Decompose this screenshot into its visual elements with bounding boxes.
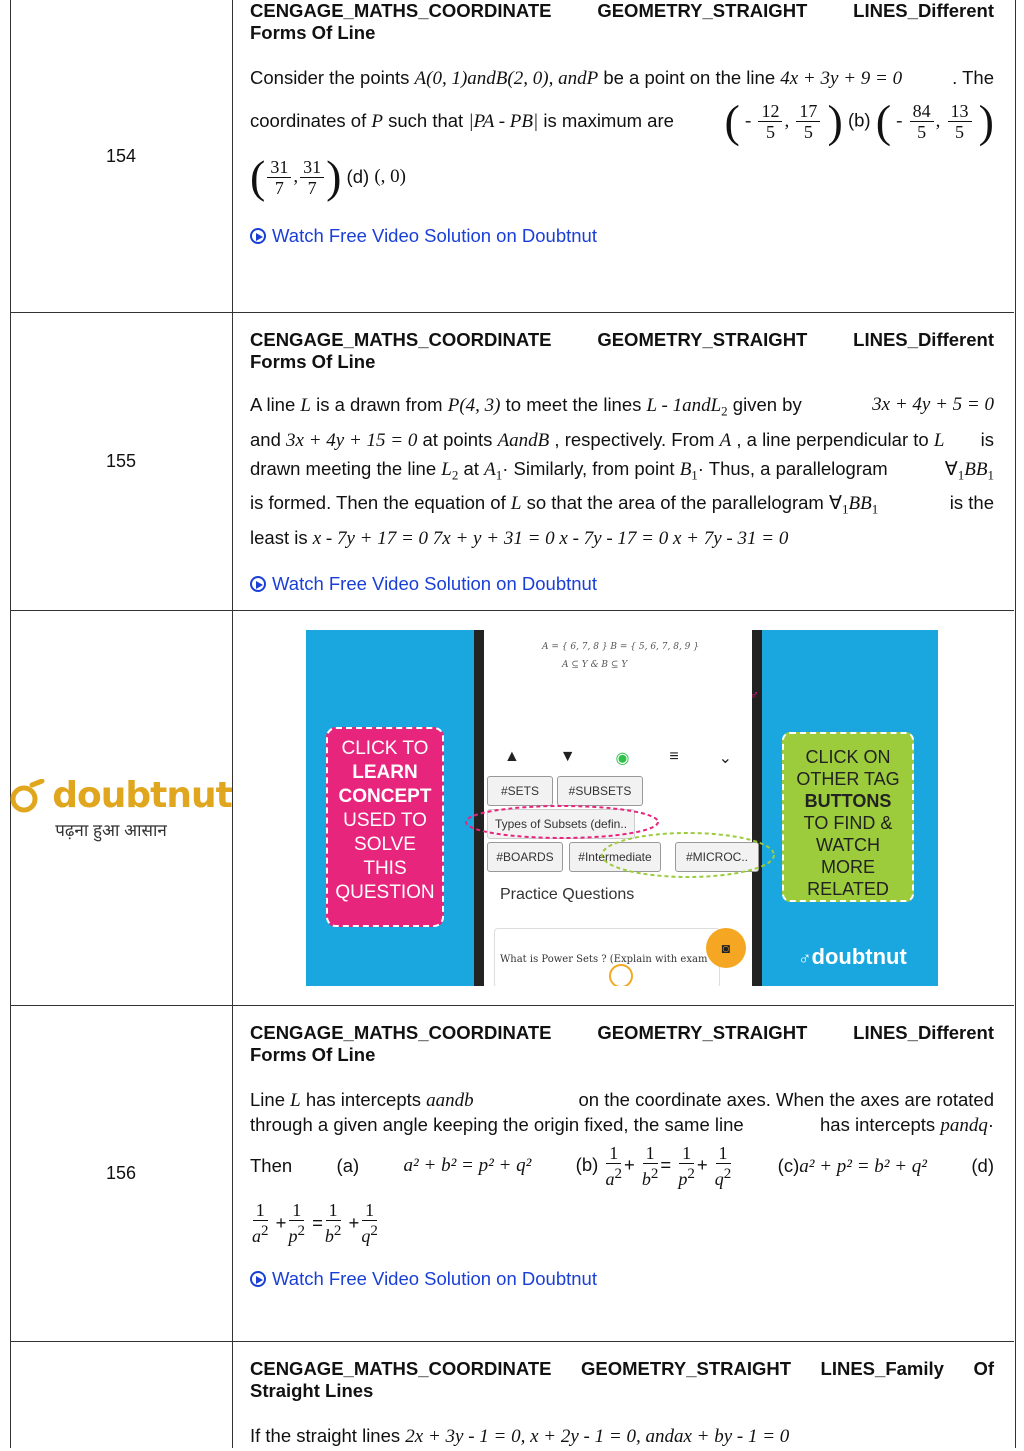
row-heading: CENGAGE_MATHS_COORDINATE GEOMETRY_STRAIGHT LINES_Different Forms Of Line [250,1022,994,1065]
table-row [10,1006,1014,1342]
tag-subsets[interactable]: #SUBSETS [557,776,643,806]
camera-icon[interactable]: ◙ [706,928,746,968]
question-text: Line L has intercepts aandb on the coordinate axes. When the axes are rotated through a given angle keeping the origin fixed, the same line has intercepts pandq· Then (a) a² + b² = p² + q² (b) $\frac{1}{a^2}$ + $\frac{1}{b^2}$ = $\frac{1}{p^2}$ + $\frac{1}{q^2}$ (c)a² + p² = b² + q² (d) $\frac{1}{a^2}$ + $\frac{1}{p^2}$ = $\frac{1}{b^2}$ + $\frac{1}{q^2}$ [250,1088,994,1252]
options-line: Then (a) a² + b² = p² + q² (b) $\frac{1}{a^2}$ + $\frac{1}{b^2}$ = $\frac{1}{p^2}$ + $\frac{1}{q^2}$ (c)a² + p² = b² + q² (d) [250,1143,994,1189]
tag-microc[interactable]: #MICROC.. [675,842,759,872]
doubtnut-banner-logo: ♂doubtnut [798,944,907,969]
doubtnut-tagline: पढ़ना हुआ आसान [55,821,167,840]
row-number [10,1342,233,1448]
tag-types-of-subsets[interactable]: Types of Subsets (defin.. [487,809,635,839]
tag-sets[interactable]: #SETS [487,776,553,806]
practice-questions-heading: Practice Questions [500,886,635,903]
table-row [10,1342,1014,1448]
add-to-playlist-icon[interactable]: ≡ [669,748,679,765]
play-button-icon[interactable] [609,964,633,986]
watch-video-link[interactable]: Watch Free Video Solution on Doubtnut [250,225,994,247]
whatsapp-icon[interactable]: ◉ [615,750,630,767]
play-circle-icon [250,576,266,592]
tag-intermediate[interactable]: #Intermediate [569,842,661,872]
option-c-d: ( $\frac{31}{7}$ , $\frac{31}{7}$ ) (d) (, 0) [250,151,406,202]
doubtnut-logo-icon [10,779,46,813]
row-number: 156 [10,1006,233,1341]
like-icon[interactable]: ▲ [503,748,520,765]
callout-ellipses [456,802,776,882]
row-number: 155 [10,313,233,610]
table-row [10,0,1014,313]
option-a-b: ( - $\frac{12}{5}$ , $\frac{17}{5}$ ) (b) ( - $\frac{84}{5}$ , $\frac{13}{5}$ ) [724,95,994,146]
watch-video-link[interactable]: Watch Free Video Solution on Doubtnut [250,573,994,595]
doubtnut-logo-text: doubtnut [52,775,232,816]
row-heading: CENGAGE_MATHS_COORDINATE GEOMETRY_STRAIGHT LINES_Family Of Straight Lines [250,1358,994,1401]
tag-boards[interactable]: #BOARDS [487,842,563,872]
row-number: 154 [10,0,233,312]
row-heading: CENGAGE_MATHS_COORDINATE GEOMETRY_STRAIGHT LINES_Different Forms Of Line [250,0,994,43]
table-row [10,313,1014,611]
dislike-icon[interactable]: ▼ [559,748,576,765]
promo-banner[interactable] [306,630,938,986]
question-preview[interactable]: What is Power Sets ? (Explain with exam [500,954,708,965]
doubtnut-logo-cell [10,611,233,1005]
doubtnut-logo-icon: ♂ [798,948,812,968]
other-tags-callout[interactable]: CLICK ON OTHER TAG BUTTONS TO FIND & WATCH MORE RELATED [782,732,914,902]
play-circle-icon [250,1271,266,1287]
question-text: Consider the points A(0, 1)andB(2, 0), andP be a point on the line 4x + 3y + 9 = 0 . The coordinates of P such that |PA - PB| is maximum are ( - $\frac{12}{5}$ , $\frac{17}{5}$ ) (b) ( - $\frac{84}{5}$ , $\frac{13}{5}$ ) ( $\frac{31}{7}$ , $\frac{31}{7}$ ) (d) (, 0) [250,64,994,205]
doubtnut-mini-icon: ♂ [750,688,759,702]
watch-video-link[interactable]: Watch Free Video Solution on Doubtnut [250,1268,994,1290]
question-text: A line L is a drawn from P(4, 3) to meet the lines L - 1andL$_2$ given by 3x + 4y + 5 = 0 and 3x + 4y + 15 = 0 at points AandB , respectively. From A , a line perpendicular to L is drawn meeting the line $L_2$ at $A_1\cdot$ Similarly, from point $B_1\cdot$ Thus, a parallelogram $\forall_1BB_1$ is formed. Then the equation of L so that the area of the parallelogram $\forall_1BB_1$ is the least is x - 7y + 17 = 0 7x + y + 31 = 0 x - 7y - 17 = 0 x + 7y - 31 = 0 [250,394,994,550]
option-d: $\frac{1}{a^2}$ + $\frac{1}{p^2}$ = $\frac{1}{b^2}$ + $\frac{1}{q^2}$ [252,1200,378,1246]
phone-screen: A = { 6, 7, 8 } B = { 5, 6, 7, 8, 9 } A ⊆ Y & B ⊆ Y ♂ ▲ ▼ ◉ ≡ ⌄ #SETS #SUBSETS Types of Subsets (defin.. #BOARDS #Intermediate #MICROC.. Practice Questions What is Power Sets ? (Explain with exam ◙ [484,630,752,986]
row-heading: CENGAGE_MATHS_COORDINATE GEOMETRY_STRAIGHT LINES_Different Forms Of Line [250,329,994,372]
chevron-down-icon[interactable]: ⌄ [718,750,732,767]
learn-concept-callout[interactable]: CLICK TO LEARN CONCEPT USED TO SOLVE THIS QUESTION [326,727,444,927]
play-circle-icon [250,228,266,244]
question-text: If the straight lines 2x + 3y - 1 = 0, x + 2y - 1 = 0, andax + by - 1 = 0 [250,1425,790,1447]
